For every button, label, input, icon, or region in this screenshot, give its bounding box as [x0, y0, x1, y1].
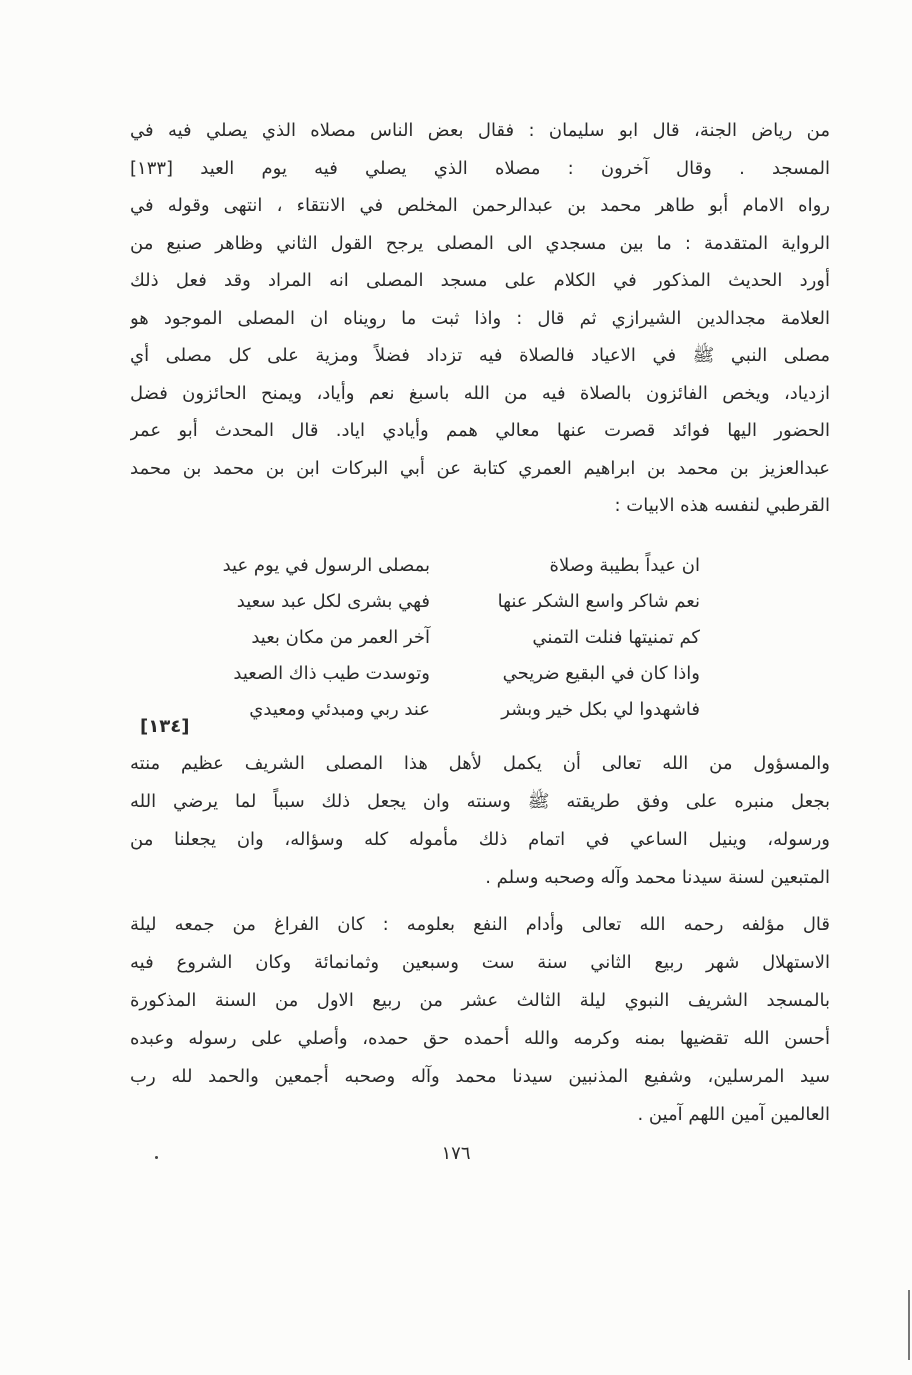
verse-second-hemistich: آخر العمر من مكان بعيد — [251, 627, 430, 648]
text-line: من رياض الجنة، قال ابو سليمان : فقال بعض الناس مصلاه الذي يصلي فيه في — [130, 120, 830, 141]
text-line: المسجد . وقال آخرون : مصلاه الذي يصلي فيه يوم العيد [١٣٣] — [130, 157, 830, 179]
verse-first-hemistich: نعم شاكر واسع الشكر عنها — [497, 591, 700, 612]
poem — [140, 548, 700, 728]
verse-first-hemistich: ان عيداً بطيبة وصلاة — [549, 555, 700, 576]
verse-first-hemistich: فاشهدوا لي بكل خير وبشر — [501, 699, 700, 720]
text-line: أورد الحديث المذكور في الكلام على مسجد المصلى انه المراد وقد فعل ذلك — [130, 270, 830, 291]
poem-verse — [140, 656, 700, 692]
text-line: القرطبي لنفسه هذه الابيات : — [614, 495, 830, 516]
text-line: بالمسجد الشريف النبوي ليلة الثالث عشر من ربيع الاول من السنة المذكورة — [130, 990, 830, 1011]
text-line: ازدياد، ويخص الفائزون بالصلاة فيه من الله باسبغ نعم وأياد، ويمنح الحائزون فضل — [130, 382, 830, 404]
paragraph-3 — [130, 906, 830, 1134]
paragraph-1 — [130, 112, 830, 525]
paragraph-2 — [130, 745, 830, 897]
text-line: الاستهلال شهر ربيع الثاني سنة ست وسبعين وثمانمائة وكان الشروع فيه — [130, 952, 830, 973]
text-line: قال مؤلفه رحمه الله تعالى وأدام النفع بعلومه : كان الفراغ من جمعه ليلة — [130, 914, 830, 935]
text-line: الحضور اليها فوائد قصرت عنها معالي همم وأيادي اياد. قال المحدث أبو عمر — [130, 420, 830, 441]
verse-first-hemistich: واذا كان في البقيع ضريحي — [502, 663, 700, 684]
poem-verse — [140, 692, 700, 728]
text-line: أحسن الله تقضيها بمنه وكرمه والله أحمده حق حمده، وأصلي على رسوله وعبده — [130, 1028, 830, 1049]
verse-second-hemistich: وتوسدت طيب ذاك الصعيد — [233, 663, 430, 684]
verse-second-hemistich: عند ربي ومبدئي ومعيدي — [249, 699, 430, 720]
verse-first-hemistich: كم تمنيتها فنلت التمني — [532, 627, 700, 648]
text-line: الرواية المتقدمة : ما بين مسجدي الى المصلى يرجح القول الثاني وظاهر صنيع من — [130, 232, 830, 254]
text-line: عبدالعزيز بن محمد بن ابراهيم العمري كتابة عن أبي البركات ابن بن محمد بن محمد — [130, 457, 830, 479]
text-line: رواه الامام أبو طاهر محمد بن عبدالرحمن المخلص في الانتقاء ، انتهى وقوله في — [130, 195, 830, 216]
text-line: العلامة مجدالدين الشيرازي ثم قال : واذا ثبت ما رويناه ان المصلى الموجود هو — [130, 307, 830, 329]
verse-second-hemistich: فهي بشرى لكل عبد سعيد — [236, 591, 430, 612]
reference-number: [١٣٤] — [140, 716, 190, 737]
page-number: ١٧٦ — [441, 1143, 471, 1164]
text-line: والمسؤول من الله تعالى أن يكمل لأهل هذا المصلى الشريف عظيم منته — [130, 753, 830, 774]
verse-second-hemistich: بمصلى الرسول في يوم عيد — [222, 555, 430, 576]
text-line: سيد المرسلين، وشفيع المذنبين سيدنا محمد وآله وصحبه أجمعين والحمد لله رب — [130, 1066, 830, 1087]
text-line: بجعل منبره على وفق طريقته ﷺ وسنته وان يجعل ذلك سبباً لما يرضي الله — [130, 791, 830, 812]
text-line: مصلى النبي ﷺ في الاعياد فالصلاة فيه تزداد فضلاً ومزية على كل مصلى أي — [130, 345, 830, 366]
poem-verse — [140, 584, 700, 620]
text-line: ورسوله، وينيل الساعي في اتمام ذلك مأموله كله وسؤاله، وان يجعلنا من — [130, 829, 830, 850]
poem-verse — [140, 548, 700, 584]
text-line: العالمين آمين اللهم آمين . — [637, 1104, 830, 1125]
poem-verse — [140, 620, 700, 656]
text-line: المتبعين لسنة سيدنا محمد وآله وصحبه وسلم . — [485, 867, 830, 888]
